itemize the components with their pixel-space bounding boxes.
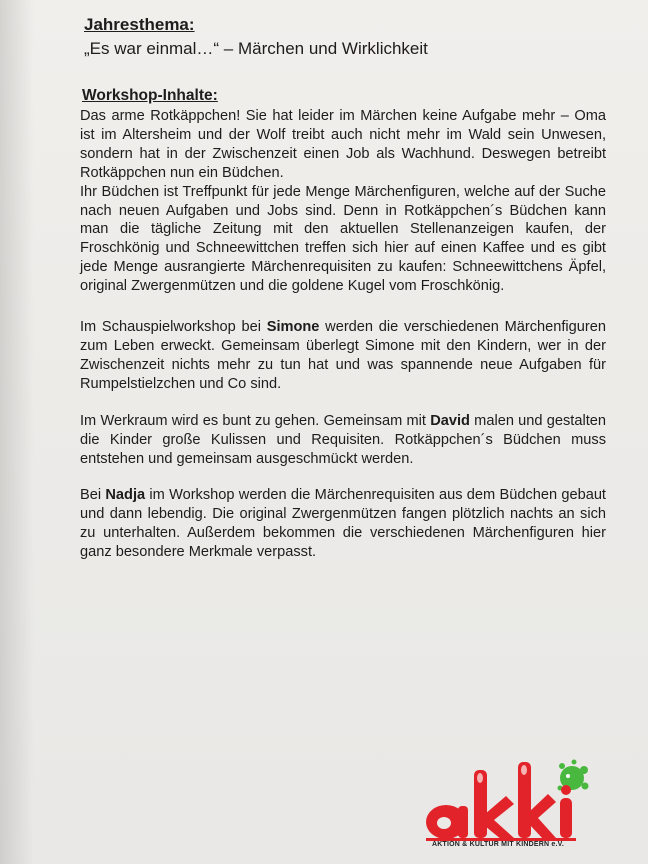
theme-title: „Es war einmal…“ – Märchen und Wirklichkeit — [84, 39, 428, 58]
david-text-after: malen und gestalten die Kinder große Kulissen und Requisiten. Rotkäppchen´s Büdchen muss entstehen und gemeinsam ausgeschmückt werden. — [80, 412, 606, 467]
simone-name: Simone — [266, 319, 320, 336]
david-text-before: Im Werkraum wird es bunt zu gehen. Gemeinsam mit — [80, 412, 431, 429]
simone-paragraph — [80, 318, 606, 394]
letter-k2-shape — [518, 762, 556, 840]
akki-wordmark-graphic — [422, 756, 592, 844]
workshop-heading: Workshop-Inhalte: — [82, 87, 218, 104]
logo-tagline: AKTION & KULTUR MIT KINDERN e.V. — [432, 841, 565, 848]
document-content — [78, 14, 606, 580]
simone-text — [80, 318, 606, 394]
page-shadow — [0, 0, 34, 864]
nadja-text — [80, 486, 606, 562]
david-paragraph — [80, 412, 606, 469]
akki-logo — [422, 756, 592, 856]
simone-text-after: werden die verschiedenen Märchenfiguren zum Leben erweckt. Gemeinsam überlegt Simone mit den Kindern, wer in der Zwischenzeit nichts mehr zu tun hat und was spannende neue Aufgaben für Rumpelstielzchen und Co sind. — [80, 319, 606, 392]
nadja-text-after: im Workshop werden die Märchenrequisiten aus dem Büdchen gebaut und dann lebendig. Die original Zwergenmützen fangen plötzlich nachts an sich zu unterhalten. Außerdem bekommen die verschiedenen Märchenfiguren hier ganz besondere Merkmale verpasst. — [80, 487, 606, 561]
theme-heading: Jahresthema: — [84, 15, 195, 34]
letter-a-shape — [426, 805, 468, 842]
simone-text-before: Im Schauspielworkshop bei — [80, 319, 267, 336]
green-splash-icon — [558, 760, 589, 791]
intro-text-1: Das arme Rotkäppchen! Sie hat leider im Märchen keine Aufgabe mehr – Oma ist im Altersheim und der Wolf treibt auch nicht mehr im Wald sein Unwesen, sondern hat in der Zwischenzeit einen Job als Wachhund. Deswegen betreibt Rotkäppchen nun ein Büdchen. — [80, 108, 606, 181]
nadja-name: Nadja — [105, 487, 146, 504]
letter-i-shape — [560, 785, 572, 838]
nadja-paragraph — [80, 486, 606, 562]
david-name: David — [430, 412, 470, 429]
intro-paragraph — [80, 107, 606, 296]
david-text — [80, 412, 606, 469]
letter-k1-shape — [474, 770, 514, 840]
intro-text-2: Ihr Büdchen ist Treffpunkt für jede Menge Märchenfiguren, welche auf der Suche nach neuen Aufgaben und Jobs sind. Denn in Rotkäppchen´s Büdchen kann man die tägliche Zeitung mit den aktuellen Stellenanzeigen kaufen, der Froschkönig und Schneewittchen treffen sich hier auf einen Kaffee und es gibt jede Menge ausrangierte Märchenrequisiten zu kaufen: Schneewittchens Äpfel, original Zwergenmützen und die goldene Kugel vom Froschkönig. — [80, 183, 606, 295]
nadja-text-before: Bei — [80, 487, 106, 504]
